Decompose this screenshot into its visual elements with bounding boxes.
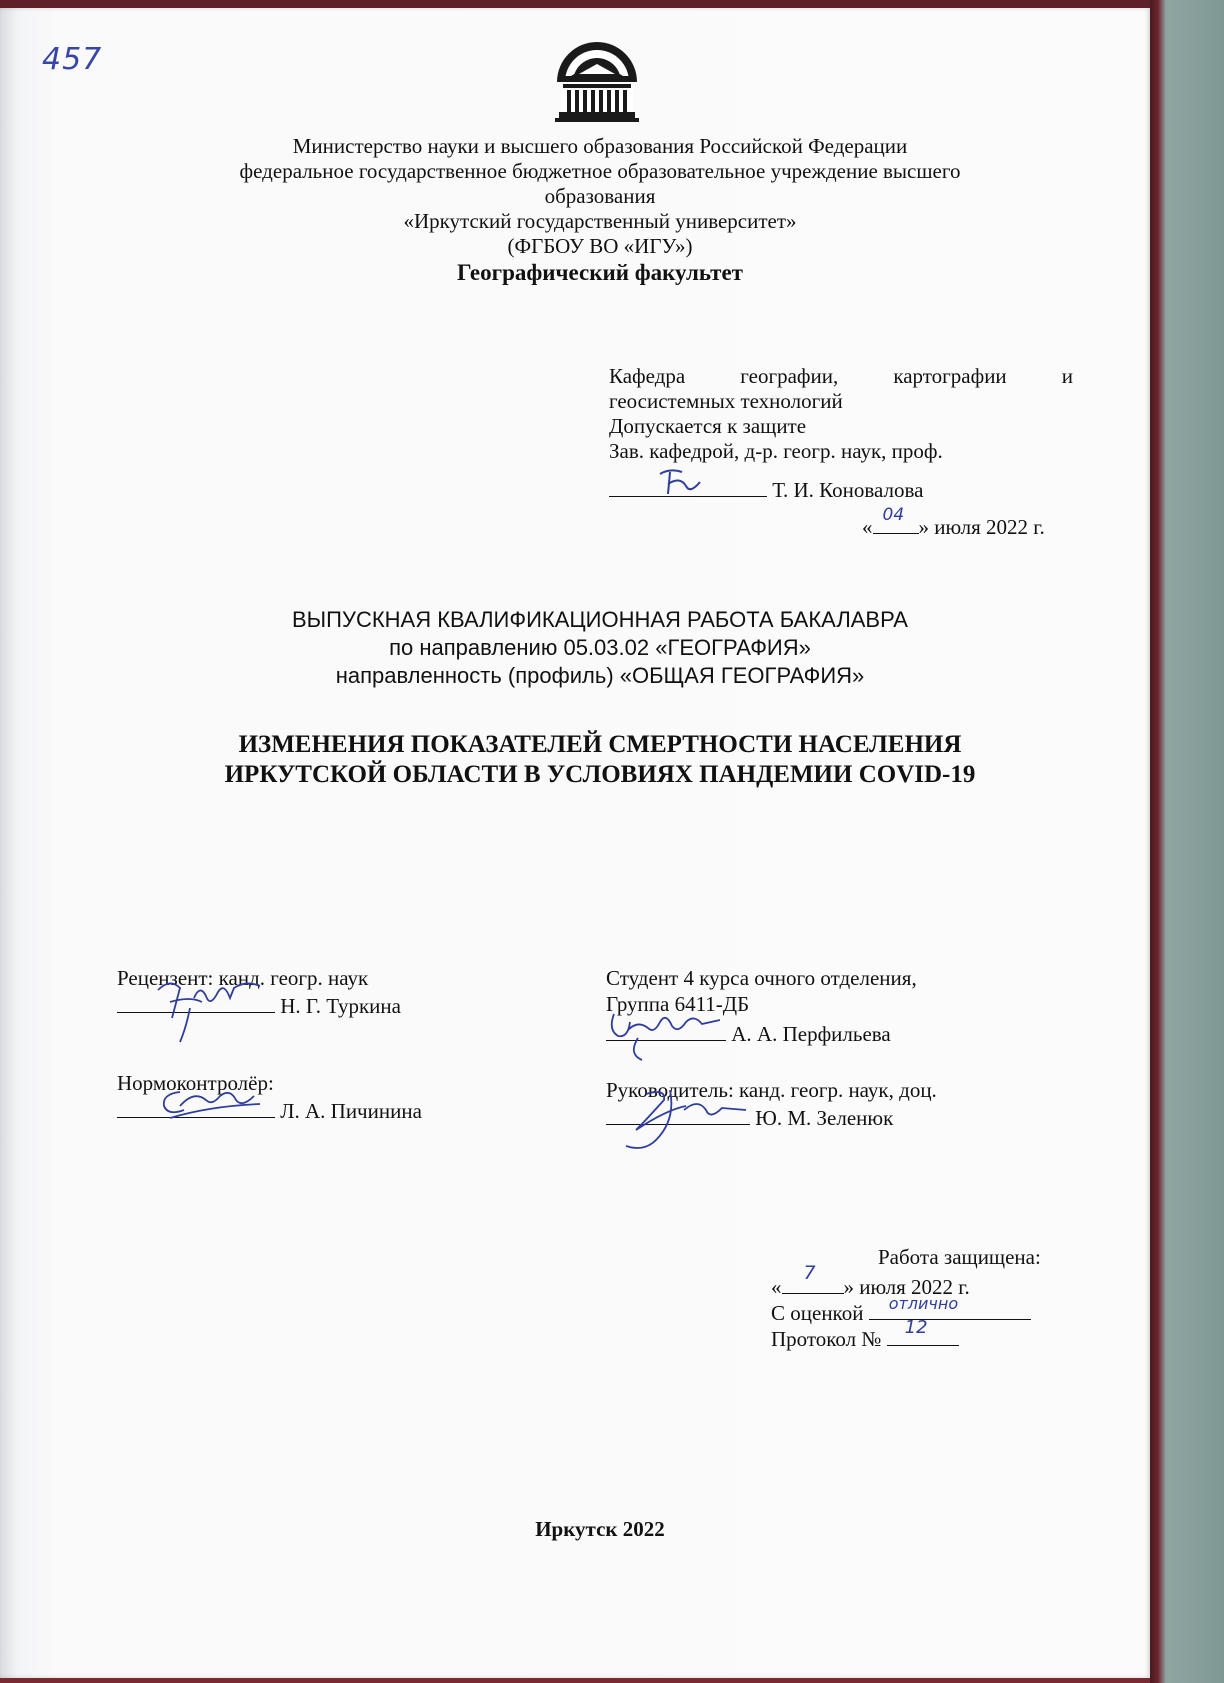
normcontrol-signature-icon <box>150 1076 270 1126</box>
defense-date: « 7 » июля 2022 г. <box>771 1262 970 1299</box>
scan-border-right <box>1150 0 1224 1683</box>
reviewer-name: Н. Г. Туркина <box>280 994 401 1018</box>
work-direction: по направлению 05.03.02 «ГЕОГРАФИЯ» <box>389 635 811 660</box>
supervisor-signature-icon <box>606 1080 756 1160</box>
university-name: «Иркутский государственный университет» <box>403 209 797 233</box>
faculty-name: Географический факультет <box>457 260 743 285</box>
department-head-title: Зав. кафедрой, д-р. геогр. наук, проф. <box>609 439 943 463</box>
reviewer-label: Рецензент: канд. геогр. наук <box>117 966 369 990</box>
admitted-label: Допускается к защите <box>609 414 807 438</box>
corner-page-number: 457 <box>42 42 103 77</box>
defense-label: Работа защищена: <box>878 1245 1041 1269</box>
student-label: Студент 4 курса очного отделения, <box>606 966 917 990</box>
protocol-blank <box>887 1317 959 1346</box>
student-name: А. А. Перфильева <box>731 1022 891 1046</box>
protocol-label: Протокол № <box>771 1327 882 1351</box>
university-abbr: (ФГБОУ ВО «ИГУ») <box>507 234 693 258</box>
defense-day-blank <box>782 1262 844 1294</box>
defense-day-handwritten: 7 <box>803 1262 816 1284</box>
institution-line-1: федеральное государственное бюджетное образовательное учреждение высшего <box>239 159 961 183</box>
institution-line-2: образования <box>544 184 656 208</box>
approval-day-blank <box>873 505 919 534</box>
department-line-1: Кафедра географии, картографии и <box>609 364 1073 388</box>
department-line-2: геосистемных технологий <box>609 389 843 413</box>
approval-day-handwritten: 04 <box>882 505 905 525</box>
work-type: ВЫПУСКНАЯ КВАЛИФИКАЦИОННАЯ РАБОТА БАКАЛАВРА <box>292 607 908 632</box>
grade-line <box>771 1294 1031 1326</box>
supervisor-name: Ю. М. Зеленюк <box>755 1106 894 1130</box>
normcontrol-label: Нормоконтролёр: <box>117 1071 274 1095</box>
grade-label: С оценкой <box>771 1301 864 1325</box>
thesis-title-line-1: ИЗМЕНЕНИЯ ПОКАЗАТЕЛЕЙ СМЕРТНОСТИ НАСЕЛЕНИЯ <box>238 731 962 758</box>
department-head-name: Т. И. Коновалова <box>772 478 924 502</box>
thesis-title-line-2: ИРКУТСКОЙ ОБЛАСТИ В УСЛОВИЯХ ПАНДЕМИИ COVID-19 <box>224 761 976 788</box>
student-group: Группа 6411-ДБ <box>606 992 750 1016</box>
head-signature-icon <box>652 464 712 498</box>
normcontrol-name: Л. А. Пичинина <box>280 1099 422 1123</box>
university-logo-icon <box>551 30 643 124</box>
document-page <box>0 8 1150 1678</box>
ministry-line: Министерство науки и высшего образования Российской Федерации <box>292 134 908 158</box>
approval-date: « 04 » июля 2022 г. <box>862 505 1045 539</box>
protocol-line <box>771 1317 959 1352</box>
grade-blank <box>869 1294 1031 1320</box>
student-signature-icon <box>598 1000 728 1070</box>
work-profile: направленность (профиль) «ОБЩАЯ ГЕОГРАФИЯ» <box>335 663 865 688</box>
reviewer-signature-icon <box>150 968 270 1048</box>
supervisor-label: Руководитель: канд. геогр. наук, доц. <box>606 1078 937 1102</box>
city-year: Иркутск 2022 <box>535 1517 665 1541</box>
protocol-handwritten: 12 <box>904 1317 928 1338</box>
grade-handwritten: отлично <box>888 1294 959 1313</box>
